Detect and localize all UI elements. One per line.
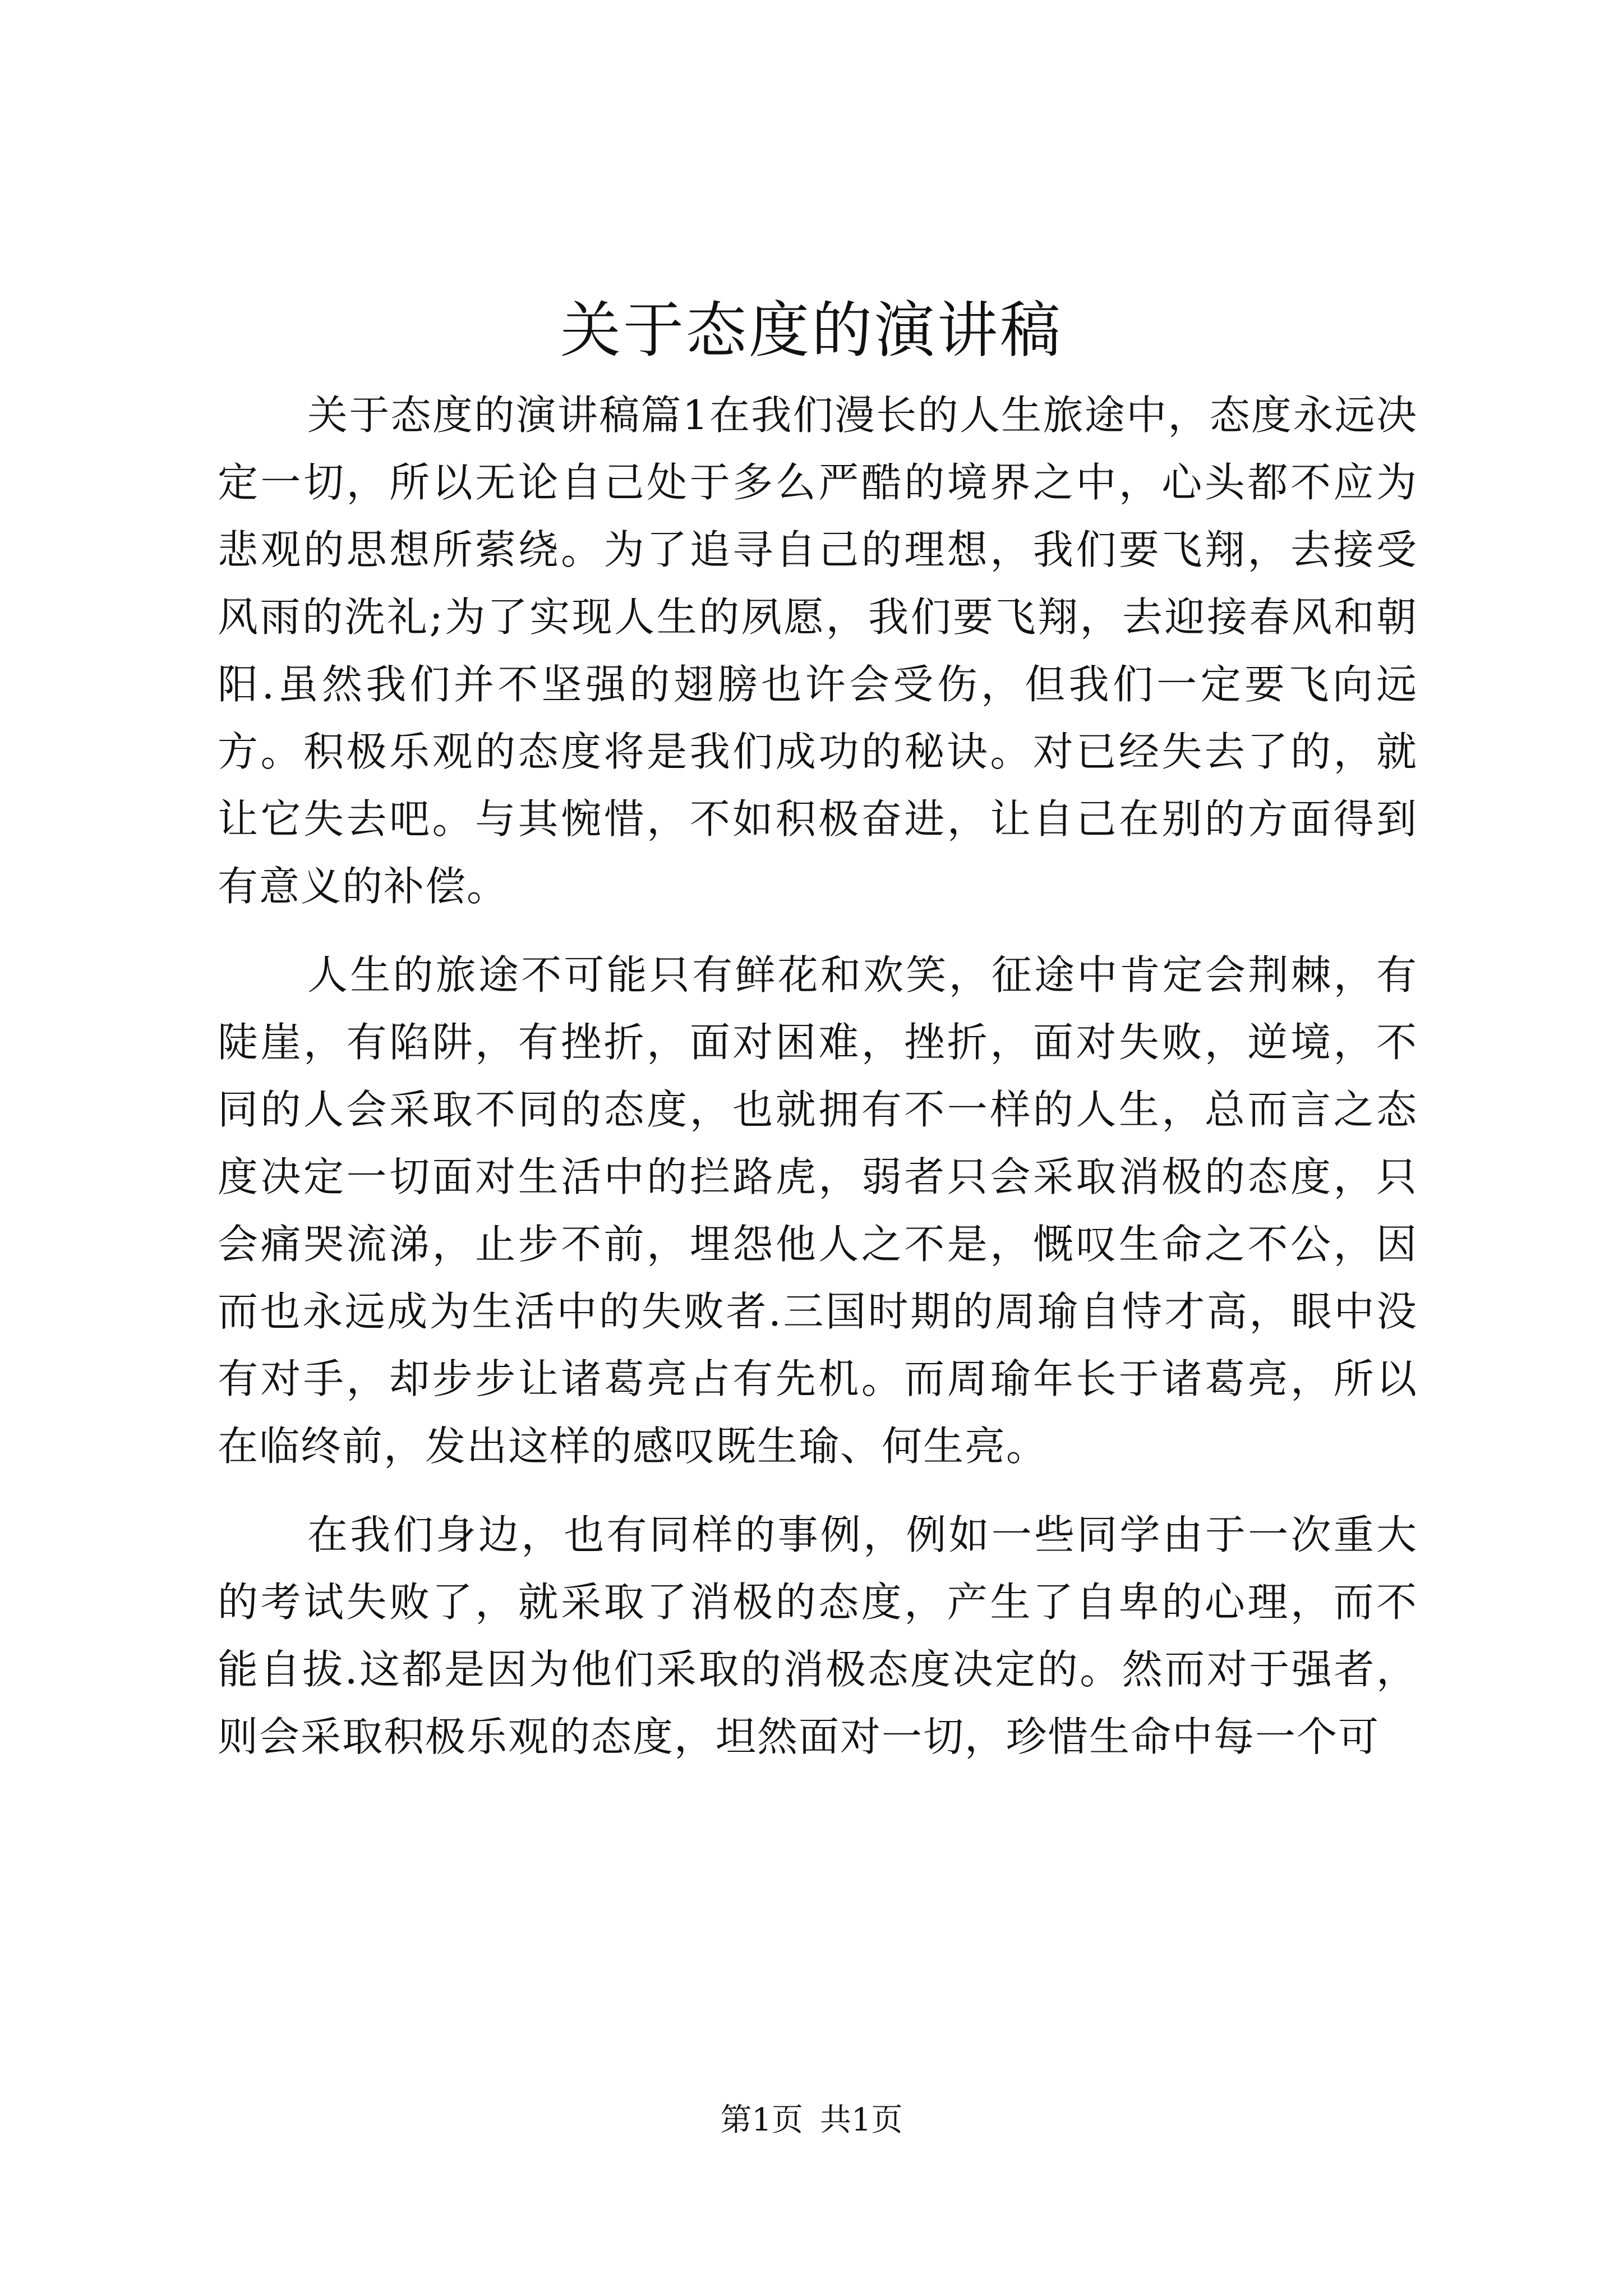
page-number: 第1页 xyxy=(720,2102,803,2138)
paragraph-1: 关于态度的演讲稿篇1在我们漫长的人生旅途中，态度永远决定一切，所以无论自己处于多么严酷的境界之中，心头都不应为悲观的思想所萦绕。为了追寻自己的理想，我们要飞翔，去接受风雨的洗礼;为了实现人生的夙愿，我们要飞翔，去迎接春风和朝阳.虽然我们并不坚强的翅膀也许会受伤，但我们一定要飞向远方。积极乐观的态度将是我们成功的秘诀。对已经失去了的，就让它失去吧。与其惋惜，不如积极奋进，让自己在别的方面得到有意义的补偿。 xyxy=(218,392,1418,910)
paragraph-2: 人生的旅途不可能只有鲜花和欢笑，征途中肯定会荆棘，有陡崖，有陷阱，有挫折，面对困难，挫折，面对失败，逆境，不同的人会采取不同的态度，也就拥有不一样的人生，总而言之态度决定一切面对生活中的拦路虎，弱者只会采取消极的态度，只会痛哭流涕，止步不前，埋怨他人之不是，慨叹生命之不公，因而也永远成为生活中的失败者.三国时期的周瑜自恃才高，眼中没有对手，却步步让诸葛亮占有先机。而周瑜年长于诸葛亮，所以在临终前，发出这样的感叹既生瑜、何生亮。 xyxy=(218,951,1418,1470)
page-footer xyxy=(0,2098,1623,2143)
document-body xyxy=(218,381,1418,1770)
page-title: 关于态度的演讲稿 xyxy=(560,296,1063,366)
page-total: 共1页 xyxy=(820,2102,903,2138)
paragraph-3: 在我们身边，也有同样的事例，例如一些同学由于一次重大的考试失败了，就采取了消极的态度，产生了自卑的心理，而不能自拔.这都是因为他们采取的消极态度决定的。然而对于强者，则会采取积极乐观的态度，坦然面对一切，珍惜生命中每一个可 xyxy=(218,1511,1418,1760)
